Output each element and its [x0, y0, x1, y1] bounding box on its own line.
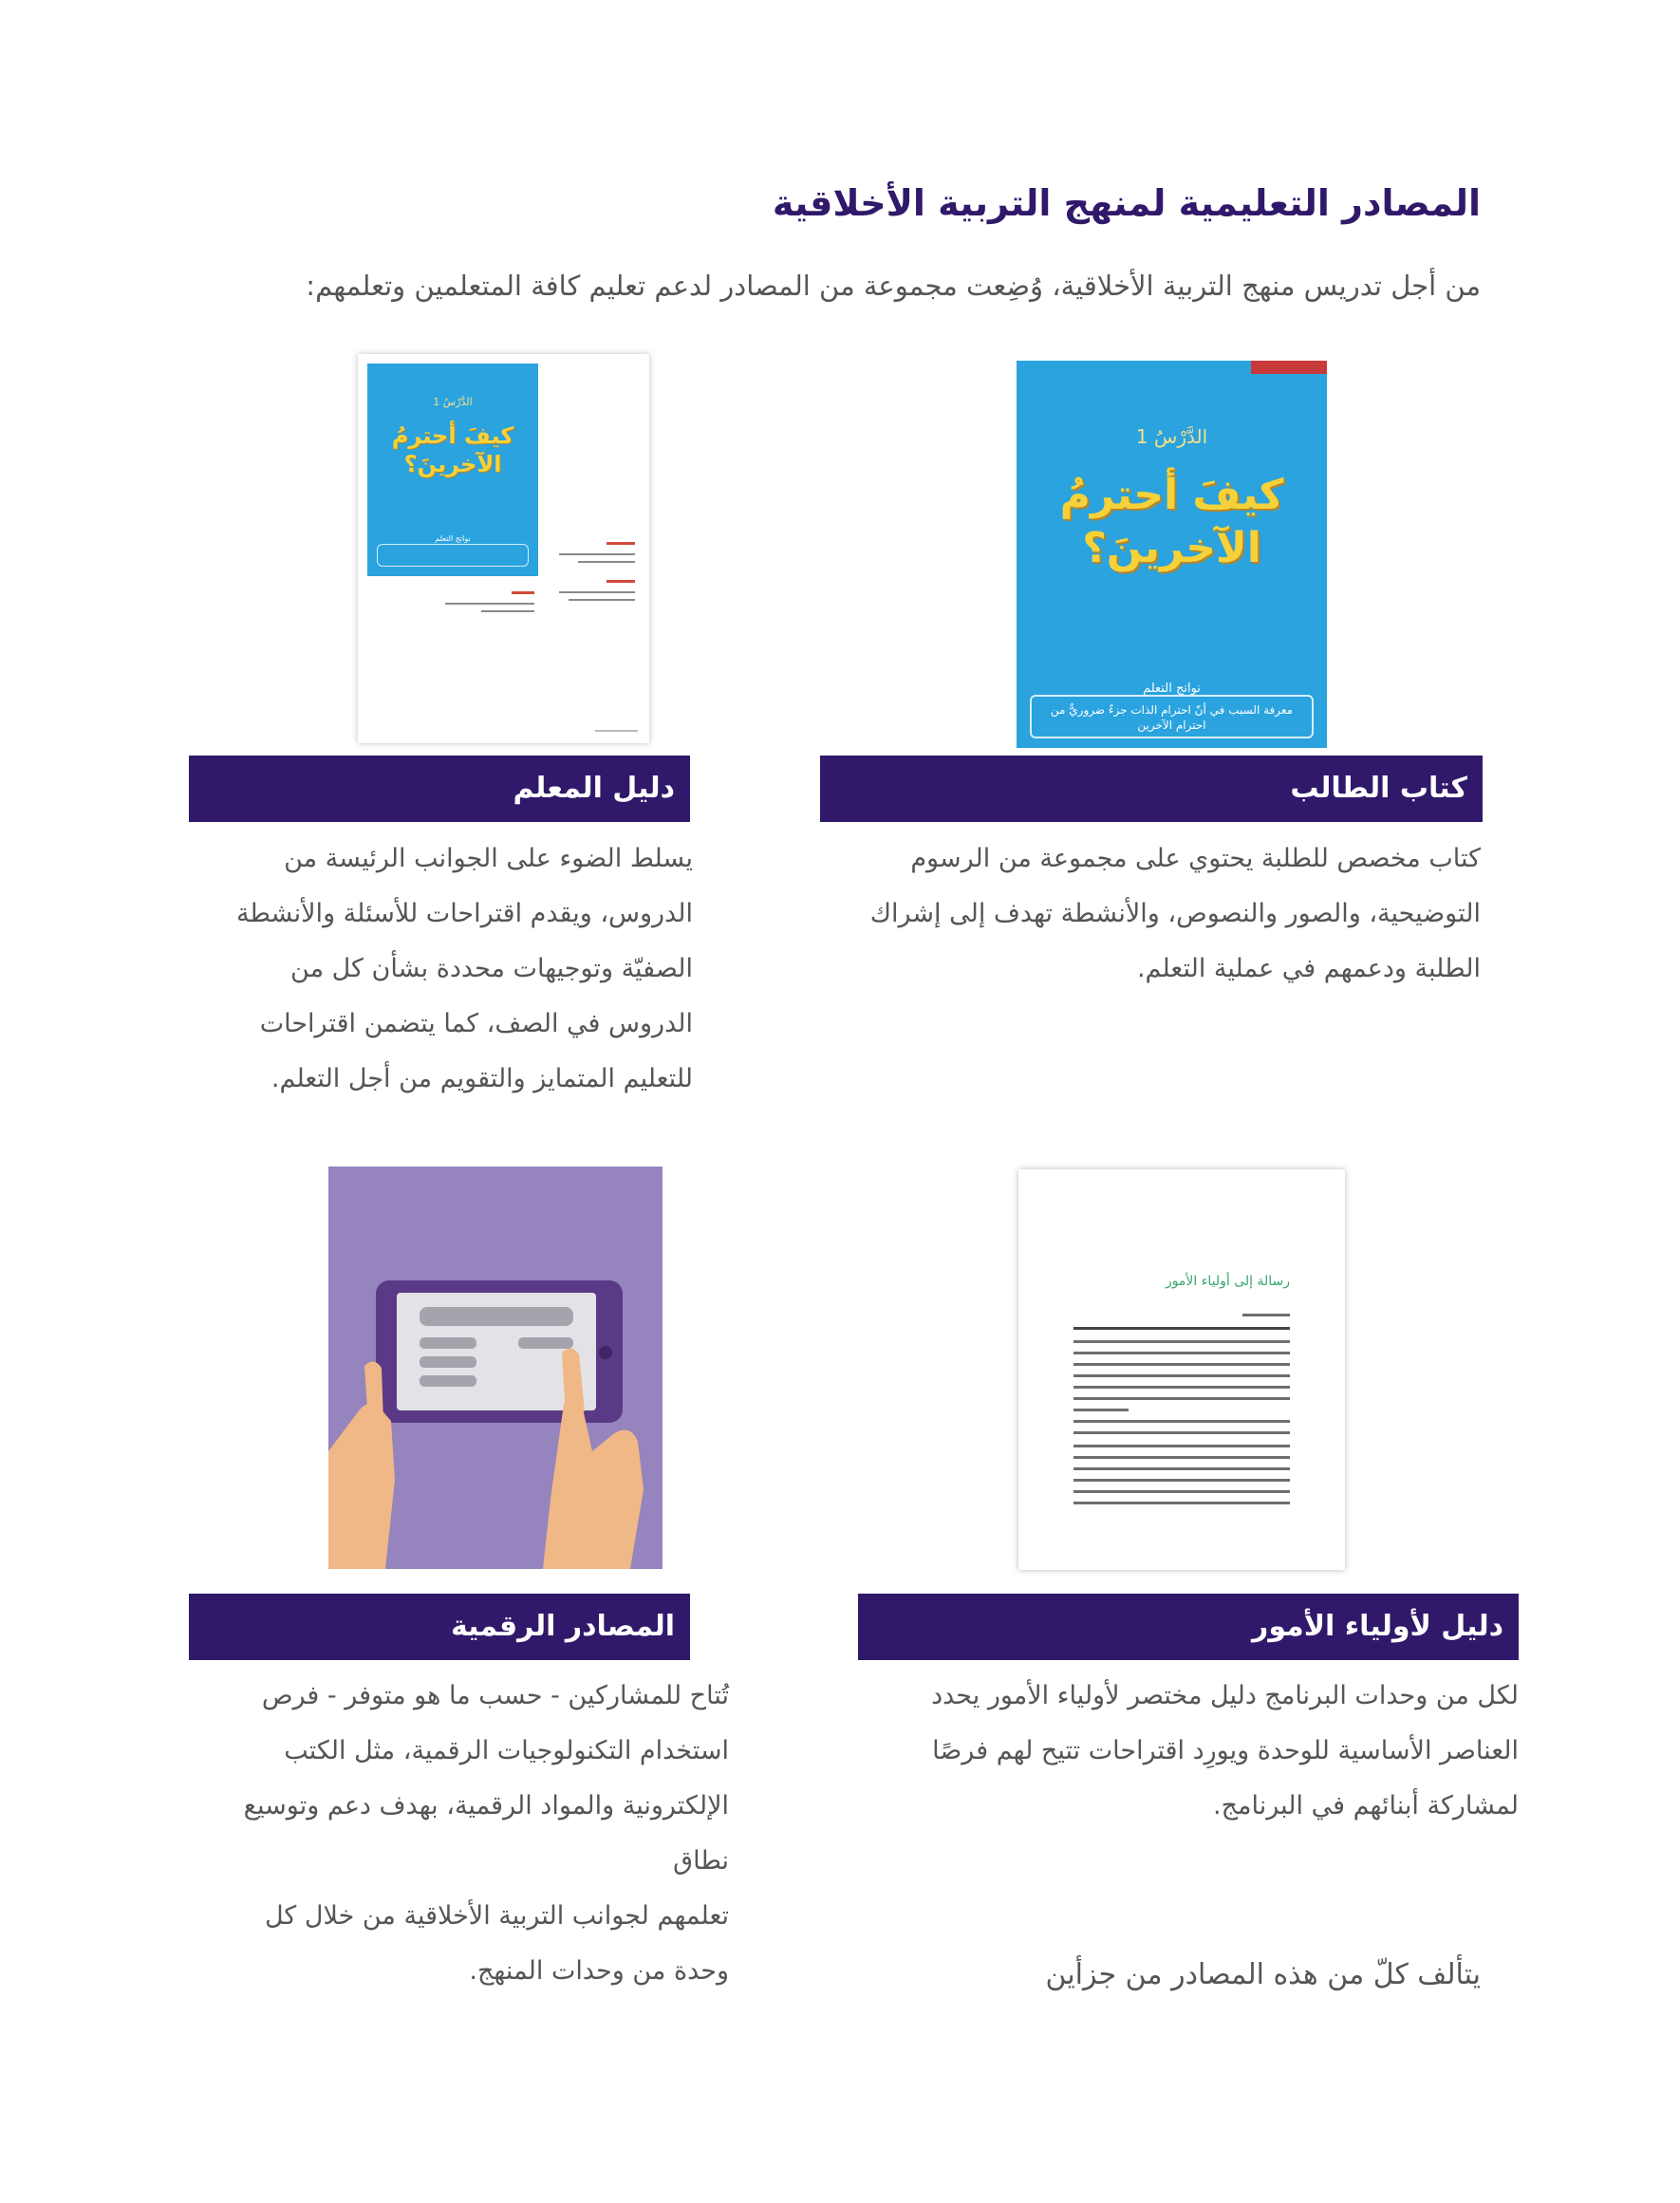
parents-guide-desc-line: لكل من وحدات البرنامج دليل مختصر لأولياء الأمور يحدد [931, 1681, 1519, 1710]
digital-resources-desc-line: الإلكترونية والمواد الرقمية، بهدف دعم وتوسيع نطاق [243, 1791, 729, 1876]
cover-title-line2: الآخرينَ؟ [1082, 524, 1261, 572]
teacher-guide-desc-line: الصفيّة وتوجيهات محددة بشأن كل من [290, 954, 693, 983]
teacher-guide-desc-line: الدروس، ويقدم اقتراحات للأسئلة والأنشطة [235, 899, 693, 928]
parents-guide-heading: رسالة إلى أولياء الأمور [1165, 1274, 1290, 1289]
intro-text: من أجل تدريس منهج التربية الأخلاقية، وُضِعت مجموعة من المصادر لدعم تعليم كافة المتعلمين وتعلمهم: [306, 270, 1481, 302]
page-title: المصادر التعليمية لمنهج التربية الأخلاقية [772, 182, 1481, 224]
parents-guide-page [1018, 1169, 1345, 1570]
parents-guide-desc-line: العناصر الأساسية للوحدة ويورِد اقتراحات تتيح لهم فرصًا [932, 1736, 1519, 1765]
guide-text-line [595, 730, 638, 732]
letter-text-line [1073, 1490, 1290, 1493]
parents-guide-desc-line: لمشاركة أبنائهم في البرنامج. [1213, 1791, 1519, 1820]
teacher-guide-cover [367, 364, 538, 576]
digital-resources-illustration [328, 1167, 663, 1569]
student-book-label: كتاب الطالب [1290, 772, 1467, 805]
digital-resources-label: المصادر الرقمية [450, 1610, 675, 1643]
letter-text-line [1073, 1445, 1290, 1447]
cover-outcomes-heading: نواتج التعلم [1143, 681, 1201, 696]
teacher-guide-desc-line: الدروس في الصف، كما يتضمن اقتراحات [259, 1009, 693, 1038]
letter-text-line [1073, 1420, 1290, 1423]
cover-outcomes-text: معرفة السبب في أنّ احترام الذات جزءٌ ضروريٌّ من احترام الآخرين [1050, 703, 1294, 732]
student-book-desc-line: الطلبة ودعمهم في عملية التعلم. [1136, 954, 1481, 983]
student-book-description [826, 831, 1481, 997]
letter-text-line [1073, 1352, 1290, 1354]
student-book-desc-line: التوضيحية، والصور والنصوص، والأنشطة تهدف إلى إشراك [869, 899, 1481, 928]
teacher-cover-box [377, 544, 529, 567]
parents-guide-description [854, 1669, 1519, 1834]
letter-text-line [1242, 1314, 1290, 1316]
guide-text-heading [607, 542, 635, 545]
letter-text-line [1073, 1340, 1290, 1343]
student-book-label-bar [820, 756, 1483, 822]
digital-resources-desc-line: تُتاح للمشاركين - حسب ما هو متوفر - فرص [261, 1681, 729, 1710]
teacher-guide-desc-line: للتعليم المتمايز والتقويم من أجل التعلم. [271, 1064, 693, 1093]
guide-text-line [569, 599, 635, 601]
guide-text-line [578, 561, 635, 563]
digital-resources-label-bar [189, 1594, 690, 1660]
parents-guide-label: دليل لأولياء الأمور [1252, 1610, 1503, 1643]
digital-resources-description [186, 1669, 729, 1999]
teacher-guide-label-bar [189, 756, 690, 822]
footer-note: يتألف كلّ من هذه المصادر من جزأين [1045, 1958, 1481, 1991]
letter-text-line [1073, 1456, 1290, 1459]
letter-text-line [1073, 1397, 1290, 1400]
letter-text-line [1073, 1374, 1290, 1377]
letter-text-line [1073, 1431, 1290, 1434]
guide-text-heading [607, 580, 635, 583]
teacher-cover-lesson: الدَّرْسُ 1 [433, 396, 473, 408]
letter-text-line [1073, 1502, 1290, 1504]
tablet-hands-icon [328, 1167, 663, 1569]
cover-ribbon [1251, 361, 1327, 374]
teacher-guide-spread [358, 354, 649, 743]
digital-resources-desc-line: استخدام التكنولوجيات الرقمية، مثل الكتب [284, 1736, 729, 1765]
teacher-guide-label: دليل المعلم [513, 772, 675, 805]
teacher-guide-desc-line: يسلط الضوء على الجوانب الرئيسة من [284, 844, 693, 873]
teacher-cover-title-line1: كيفَ أحترمُ [391, 422, 514, 449]
teacher-cover-outcomes: نواتج التعلم [435, 534, 471, 543]
parents-guide-label-bar [858, 1594, 1519, 1660]
cover-outcomes-box [1030, 695, 1314, 738]
guide-text-line [559, 553, 635, 555]
guide-text-line [481, 610, 534, 612]
letter-text-line [1073, 1479, 1290, 1482]
student-book-cover [1017, 361, 1327, 748]
student-book-desc-line: كتاب مخصص للطلبة يحتوي على مجموعة من الرسوم [910, 844, 1481, 873]
letter-text-line [1073, 1467, 1290, 1470]
cover-title-line1: كيفَ أحترمُ [1059, 471, 1284, 519]
teacher-guide-description [218, 831, 693, 1107]
guide-text-line [445, 603, 534, 605]
letter-text-line [1073, 1409, 1129, 1411]
teacher-cover-title-line2: الآخرينَ؟ [403, 451, 502, 477]
letter-text-line [1073, 1327, 1290, 1330]
digital-resources-desc-line: تعلمهم لجوانب التربية الأخلاقية من خلال كل [264, 1901, 729, 1931]
digital-resources-desc-line: وحدة من وحدات المنهج. [469, 1956, 729, 1986]
letter-text-line [1073, 1363, 1290, 1366]
guide-text-heading [512, 591, 534, 594]
letter-text-line [1073, 1386, 1290, 1389]
guide-text-line [559, 591, 635, 593]
cover-lesson-label: الدَّرْسُ 1 [1135, 425, 1208, 448]
